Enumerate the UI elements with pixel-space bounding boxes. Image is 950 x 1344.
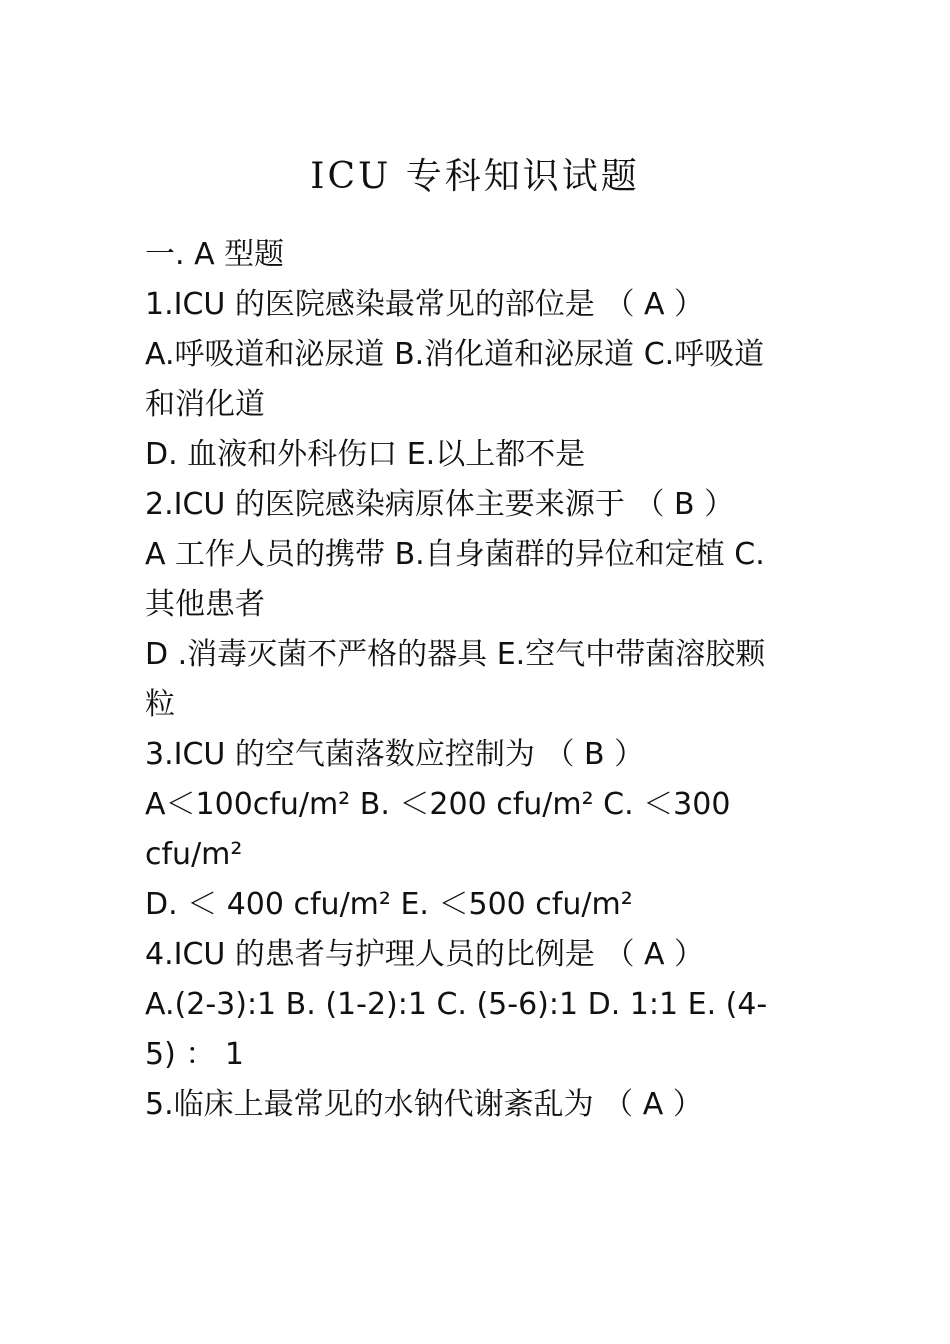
document-body [145, 230, 805, 1130]
question-2: 2.ICU 的医院感染病原体主要来源于 （ B ） [145, 487, 735, 522]
section-heading: 一. A 型题 [145, 237, 285, 272]
question-2-options-line-3: D .消毒灭菌不严格的器具 E.空气中带菌溶胶颗 [145, 637, 766, 672]
question-3-options-line-3: D. ＜ 400 cfu/m² E. ＜500 cfu/m² [145, 887, 633, 922]
question-3: 3.ICU 的空气菌落数应控制为 （ B ） [145, 737, 645, 772]
question-2-options-line-2: 其他患者 [145, 587, 265, 622]
question-1-options-line-1: A.呼吸道和泌尿道 B.消化道和泌尿道 C.呼吸道 [145, 337, 765, 372]
question-4: 4.ICU 的患者与护理人员的比例是 （ A ） [145, 937, 705, 972]
question-5: 5.临床上最常见的水钠代谢紊乱为 （ A ） [145, 1087, 703, 1122]
question-4-options-line-1: A.(2-3):1 B. (1-2):1 C. (5-6):1 D. 1:1 E. (4- [145, 987, 768, 1022]
question-1-options-line-2: 和消化道 [145, 387, 265, 422]
question-1-options-line-3: D. 血液和外科伤口 E.以上都不是 [145, 437, 586, 472]
question-4-options-line-2: 5) ： 1 [145, 1037, 244, 1072]
question-2-options-line-4: 粒 [145, 687, 175, 722]
question-3-options-line-1: A＜100cfu/m² B. ＜200 cfu/m² C. ＜300 [145, 787, 731, 822]
question-3-options-line-2: cfu/m² [145, 837, 243, 872]
question-1: 1.ICU 的医院感染最常见的部位是 （ A ） [145, 287, 705, 322]
document-title: ICU 专科知识试题 [310, 156, 640, 197]
question-2-options-line-1: A 工作人员的携带 B.自身菌群的异位和定植 C. [145, 537, 765, 572]
